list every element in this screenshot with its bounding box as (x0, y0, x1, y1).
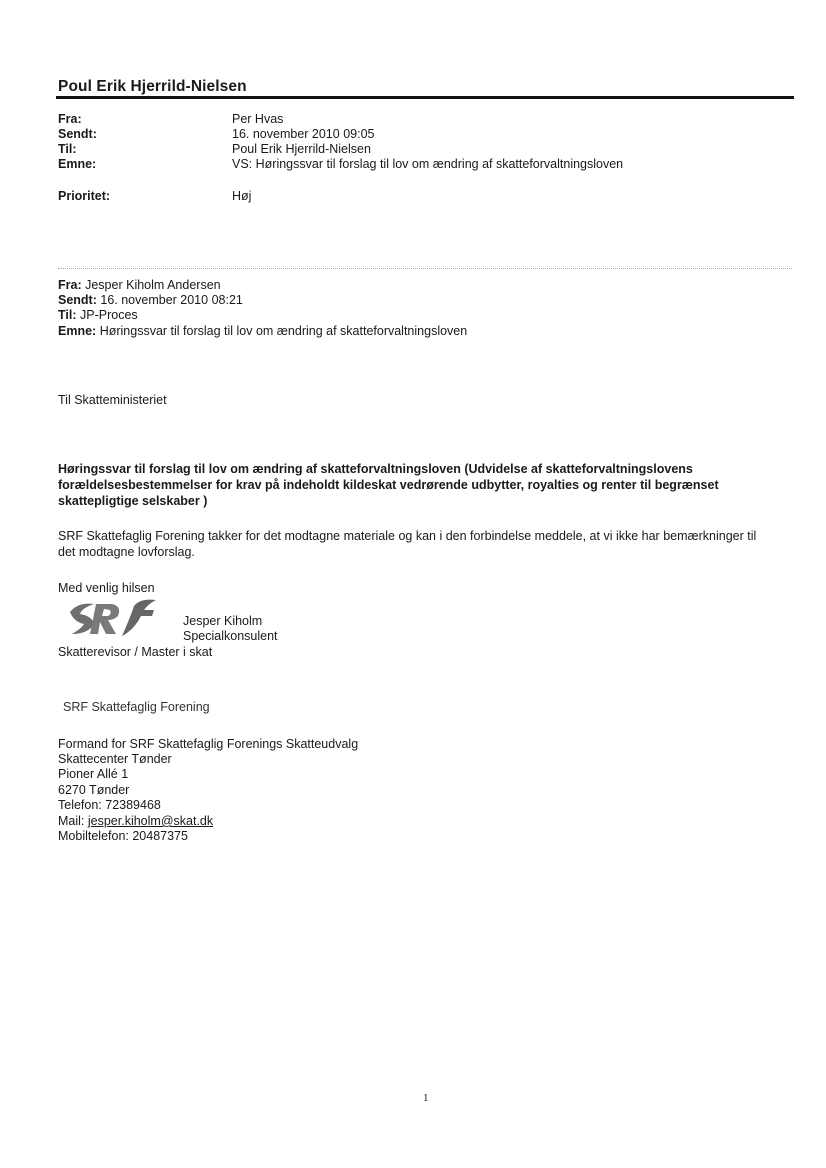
forwarded-sent-label: Sendt: (58, 293, 97, 307)
signature-name: Jesper Kiholm (183, 614, 263, 628)
sent-value: 16. november 2010 09:05 (232, 127, 375, 141)
forwarded-subject-row (58, 324, 467, 339)
forwarded-from-label: Fra: (58, 278, 82, 292)
from-label: Fra: (58, 112, 82, 126)
signature-role: Skatterevisor / Master i skat (58, 645, 213, 659)
contact-line: Telefon: 72389468 (58, 798, 161, 812)
mobile-phone: Mobiltelefon: 20487375 (58, 829, 188, 843)
mail-label: Mail: (58, 814, 88, 828)
forwarded-sent-row (58, 293, 243, 308)
forwarded-to-row (58, 308, 138, 323)
body-paragraph: SRF Skattefaglig Forening takker for det modtagne materiale og kan i den forbindelse meddele, at vi ikke har bemærkninger til det modtagne lovforslag. (58, 529, 757, 559)
contact-line: Pioner Allé 1 (58, 767, 129, 781)
priority-value: Høj (232, 189, 252, 203)
body-subject-line: Høringssvar til forslag til lov om ændring af skatteforvaltningsloven (Udvidelse af skatteforvaltningslovens forældelsesbestemmelser for krav på indeholdt kildeskat vedrørende udbytter, royalties og renter til begrænset skattepligtige selskaber ) (58, 462, 719, 508)
to-value: Poul Erik Hjerrild-Nielsen (232, 142, 371, 156)
signature-title: Specialkonsulent (183, 629, 278, 643)
forwarded-from-value: Jesper Kiholm Andersen (85, 278, 221, 292)
subject-label: Emne: (58, 157, 97, 171)
sent-label: Sendt: (58, 127, 97, 141)
message-divider (58, 268, 792, 269)
salutation: Til Skatteministeriet (58, 393, 167, 407)
subject-value: VS: Høringssvar til forslag til lov om ændring af skatteforvaltningsloven (232, 157, 624, 171)
priority-label: Prioritet: (58, 189, 111, 203)
srf-logo (64, 596, 164, 640)
forwarded-sent-value: 16. november 2010 08:21 (100, 293, 243, 307)
organization-name: SRF Skattefaglig Forening (63, 700, 210, 714)
from-value: Per Hvas (232, 112, 284, 126)
contact-line: Skattecenter Tønder (58, 752, 172, 766)
mail-row (58, 814, 213, 830)
contact-line: Formand for SRF Skattefaglig Forenings Skatteudvalg (58, 737, 359, 751)
document-owner-name: Poul Erik Hjerrild-Nielsen (58, 78, 247, 95)
mail-link[interactable]: jesper.kiholm@skat.dk (87, 814, 214, 828)
header-rule (56, 96, 794, 99)
to-label: Til: (58, 142, 77, 156)
forwarded-subject-label: Emne: (58, 324, 97, 338)
forwarded-subject-value: Høringssvar til forslag til lov om ændring af skatteforvaltningsloven (99, 324, 468, 338)
forwarded-from-row (58, 278, 221, 293)
closing: Med venlig hilsen (58, 581, 155, 595)
forwarded-to-label: Til: (58, 308, 77, 322)
contact-line: 6270 Tønder (58, 783, 130, 797)
page-number: 1 (423, 1092, 429, 1104)
forwarded-to-value: JP-Proces (80, 308, 138, 322)
